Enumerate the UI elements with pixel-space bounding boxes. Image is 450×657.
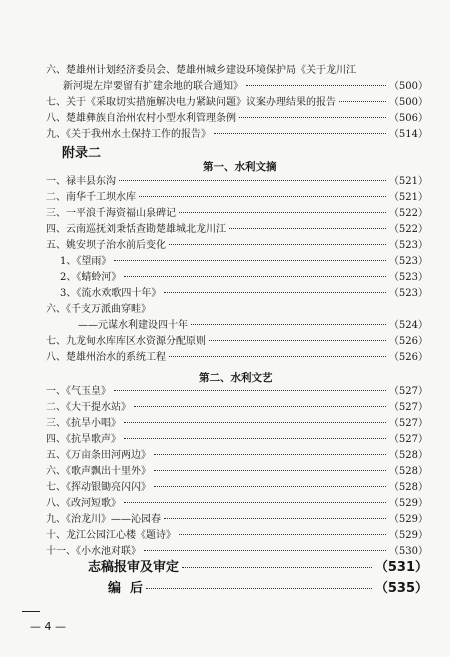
- toc-entry-page: （524）: [388, 320, 428, 331]
- toc-entry-page: （527）: [388, 434, 428, 445]
- toc-entry-text: 七、关于《采取切实措施解决电力紧缺问题》议案办理结果的报告: [46, 97, 336, 108]
- toc-entry: [63, 81, 428, 93]
- leader-dots: [134, 406, 386, 407]
- leader-dots: [182, 567, 372, 568]
- toc-entry-page: （523）: [388, 272, 428, 283]
- leader-dots: [124, 422, 386, 423]
- toc-entry: [88, 562, 428, 574]
- toc-entry: [46, 208, 428, 220]
- toc-entry-page: （529）: [388, 498, 428, 509]
- leader-dots: [229, 228, 386, 229]
- leader-dots: [214, 133, 386, 134]
- toc-entry: [108, 583, 428, 595]
- toc-entry-page: （514）: [388, 129, 428, 140]
- toc-entry-page: （531）: [374, 560, 428, 575]
- toc-entry-text: 五、姚安坝子治水前后变化: [46, 240, 166, 251]
- toc-entry-page: （528）: [388, 466, 428, 477]
- toc-entry-page: （527）: [388, 386, 428, 397]
- toc-entry-page: （522）: [388, 224, 428, 235]
- leader-dots: [154, 486, 386, 487]
- toc-entry-text: 2、《蜻蛉河》: [60, 272, 122, 283]
- toc-entry-text: 志稿报审及审定: [88, 560, 180, 575]
- section-title: 第二、水利文艺: [199, 372, 273, 384]
- toc-entry-text: 九、《治龙川》——沁园春: [46, 514, 161, 525]
- toc-entry-page: （500）: [388, 97, 428, 108]
- toc-entry-page: （526）: [388, 352, 428, 363]
- toc-entry-text: 三、《抗旱小唱》: [46, 418, 121, 429]
- toc-entry-page: （521）: [388, 192, 428, 203]
- toc-entry: [46, 224, 428, 236]
- toc-entry: [46, 546, 428, 558]
- toc-entry-text: 六、《歌声飘出十里外》: [46, 466, 151, 477]
- leader-dots: [239, 117, 386, 118]
- toc-entry-page: （522）: [388, 208, 428, 219]
- toc-entry: [46, 466, 428, 478]
- page-number: — 4 —: [30, 620, 66, 633]
- toc-entry-text: 1、《望雨》: [60, 256, 112, 267]
- leader-dots: [246, 85, 386, 86]
- toc-entry: [46, 482, 428, 494]
- leader-dots: [139, 196, 386, 197]
- toc-entry: [46, 514, 428, 526]
- leader-dots: [209, 340, 386, 341]
- leader-dots: [169, 244, 386, 245]
- leader-dots: [124, 438, 386, 439]
- leader-dots: [119, 180, 386, 181]
- toc-entry-text: 十一、《小水池对联》: [46, 546, 141, 557]
- toc-entry-text: 七、《挥动银锄亮闪闪》: [46, 482, 151, 493]
- toc-entry-text: 六、楚雄州计划经济委员会、楚雄州城乡建设环境保护局《关于龙川江: [46, 65, 356, 76]
- toc-entry-text: 九、《关于我州水土保持工作的报告》: [46, 129, 211, 140]
- toc-entry-page: （500）: [388, 81, 428, 92]
- appendix-title: 附录二: [62, 146, 102, 161]
- leader-dots: [124, 276, 386, 277]
- toc-entry-page: （535）: [374, 581, 428, 596]
- toc-entry-text: 八、楚雄彝族自治州农村小型水利管理条例: [46, 113, 236, 124]
- toc-entry-text: 一、《气玉皇》: [46, 386, 111, 397]
- leader-dots: [164, 518, 386, 519]
- toc-entry-text: ——元谋水利建设四十年: [78, 320, 188, 331]
- section-title: 第一、水利文摘: [203, 161, 277, 173]
- leader-dots: [179, 534, 386, 535]
- toc-entry: [46, 498, 428, 510]
- toc-entry-page: （529）: [388, 530, 428, 541]
- toc-entry-text: 编 后: [108, 581, 144, 596]
- toc-entry-text: 一、禄丰县东沟: [46, 176, 116, 187]
- toc-entry: [46, 113, 428, 125]
- toc-entry-page: （526）: [388, 336, 428, 347]
- toc-entry: [60, 288, 428, 300]
- toc-entry-page: （523）: [388, 288, 428, 299]
- toc-entry: [46, 192, 428, 204]
- toc-entry-text: 3、《流水欢歌四十年》: [60, 288, 162, 299]
- toc-entry: [46, 176, 428, 188]
- leader-dots: [114, 260, 386, 261]
- toc-entry-text: 六、《千支万派曲穿畦》: [46, 304, 151, 315]
- toc-entry: [46, 530, 428, 542]
- toc-entry: [46, 418, 428, 430]
- leader-dots: [144, 550, 386, 551]
- toc-entry: [46, 402, 428, 414]
- toc-entry: [46, 352, 428, 364]
- leader-dots: [154, 470, 386, 471]
- toc-entry-text: 十、龙江公园江心楼《题诗》: [46, 530, 176, 541]
- toc-entry-page: （528）: [388, 450, 428, 461]
- leader-dots: [124, 502, 386, 503]
- leader-dots: [339, 101, 386, 102]
- toc-entry-text: 二、南华千工坝水库: [46, 192, 136, 203]
- toc-entry-text: 七、九龙甸水库库区水资源分配原则: [46, 336, 206, 347]
- toc-entry-text: 二、《大干提水站》: [46, 402, 131, 413]
- toc-entry: [46, 434, 428, 446]
- leader-dots: [191, 324, 386, 325]
- toc-entry: [60, 256, 428, 268]
- toc-entry-page: （523）: [388, 256, 428, 267]
- toc-entry-text: 五、《万亩条田河两边》: [46, 450, 151, 461]
- toc-entry-page: （527）: [388, 418, 428, 429]
- toc-entry: [46, 450, 428, 462]
- toc-entry-page: （527）: [388, 402, 428, 413]
- toc-entry-text: 三、一平浪千海资福山泉碑记: [46, 208, 176, 219]
- toc-entry: [46, 386, 428, 398]
- leader-dots: [146, 588, 372, 589]
- toc-entry-page: （529）: [388, 514, 428, 525]
- toc-entry-page: （530）: [388, 546, 428, 557]
- toc-entry-text: 八、《改河短歌》: [46, 498, 121, 509]
- toc-entry-page: （521）: [388, 176, 428, 187]
- toc-entry: [78, 320, 428, 332]
- toc-entry-page: （528）: [388, 482, 428, 493]
- leader-dots: [114, 390, 386, 391]
- toc-entry: [46, 336, 428, 348]
- toc-entry-page: （523）: [388, 240, 428, 251]
- toc-entry: [46, 240, 428, 252]
- toc-entry: [60, 272, 428, 284]
- leader-dots: [164, 292, 386, 293]
- toc-entry-text: 新河堤左岸要留有扩建余地的联合通知》: [63, 81, 243, 92]
- toc-entry: [46, 65, 356, 77]
- leader-dots: [179, 212, 386, 213]
- leader-dots: [154, 454, 386, 455]
- leader-dots: [169, 356, 386, 357]
- toc-entry-text: 四、云南巡抚刘秉恬查勘楚雄城北龙川江: [46, 224, 226, 235]
- toc-entry-text: 四、《抗旱歌声》: [46, 434, 121, 445]
- toc-entry: [46, 97, 428, 109]
- toc-entry-text: 八、楚雄州治水的系统工程: [46, 352, 166, 363]
- toc-entry: [46, 304, 151, 316]
- footer-rule: [22, 611, 40, 612]
- toc-entry-page: （506）: [388, 113, 428, 124]
- toc-entry: [46, 129, 428, 141]
